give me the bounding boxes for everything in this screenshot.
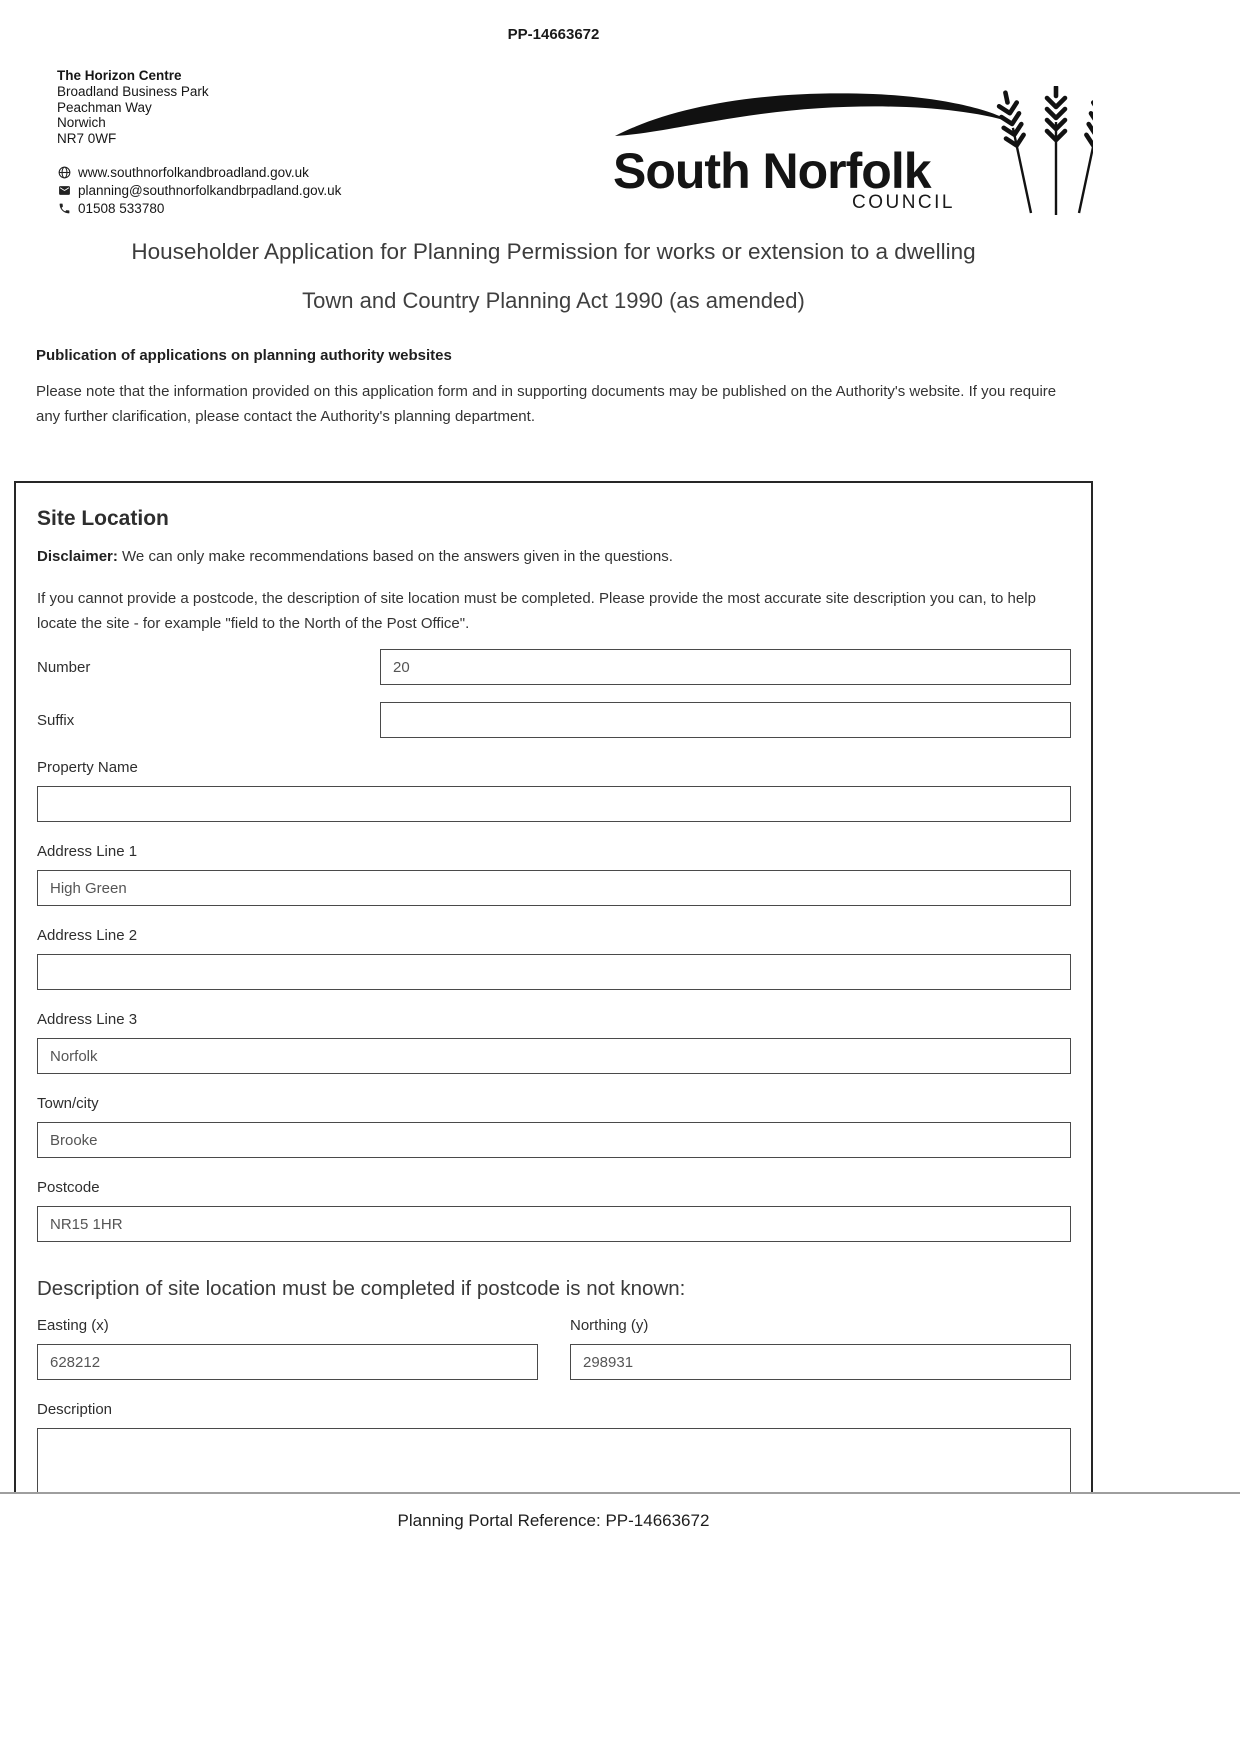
address-line-1-input[interactable] — [37, 870, 1071, 906]
description-textarea[interactable] — [37, 1428, 1071, 1492]
contact-details — [57, 165, 341, 217]
header — [14, 68, 1093, 218]
easting-label: Easting (x) — [37, 1317, 109, 1334]
address-line: The Horizon Centre — [57, 68, 182, 83]
email-row — [57, 183, 341, 199]
coordinates-row — [37, 1296, 1071, 1380]
property-name-input[interactable] — [37, 786, 1071, 822]
portal-reference-footer: Planning Portal Reference: PP-14663672 — [397, 1511, 710, 1530]
town-city-field — [37, 1094, 1071, 1158]
globe-icon — [57, 166, 71, 179]
town-city-input[interactable] — [37, 1122, 1071, 1158]
site-location-section — [14, 481, 1093, 1492]
address-line: Peachman Way — [57, 99, 152, 115]
website-row — [57, 165, 341, 181]
logo-name: South Norfolk — [613, 143, 931, 199]
postcode-instructions: If you cannot provide a postcode, the description of site location must be completed. Please provide the most accurate site description you can, to help locate the site - for example "field to the North of the Post Office". — [37, 590, 1036, 632]
postcode-field — [37, 1178, 1071, 1242]
address-line: Norwich — [57, 115, 106, 131]
postcode-label: Postcode — [37, 1179, 100, 1196]
publication-body: Please note that the information provided on this application form and in supporting documents may be published on the Authority's website. If you require any further clarification, please contact the Authority's planning department. — [36, 383, 1057, 425]
postcode-input[interactable] — [37, 1206, 1071, 1242]
address-line-3-label: Address Line 3 — [37, 1011, 138, 1028]
northing-input[interactable] — [570, 1344, 1071, 1380]
logo-sub: COUNCIL — [851, 192, 955, 213]
application-reference: PP-14663672 — [507, 26, 600, 43]
wheat-icon — [997, 87, 1093, 215]
address-line-3-input[interactable] — [37, 1038, 1071, 1074]
form-subtitle: Town and Country Planning Act 1990 (as amended) — [302, 288, 805, 313]
email-address: planning@southnorfolkandbrpadland.gov.uk — [78, 183, 342, 199]
website-url: www.southnorfolkandbroadland.gov.uk — [78, 165, 309, 181]
suffix-input[interactable] — [380, 702, 1071, 738]
address-line-1-field — [37, 842, 1071, 906]
address-line-2-field — [37, 926, 1071, 990]
suffix-label: Suffix — [37, 711, 75, 729]
form-title: Householder Application for Planning Permission for works or extension to a dwelling — [131, 239, 976, 264]
council-logo — [613, 86, 1093, 218]
property-name-label: Property Name — [37, 759, 138, 776]
disclaimer-text — [37, 547, 1071, 566]
logo-swoosh-icon — [615, 93, 1011, 136]
number-field-row — [37, 649, 1071, 685]
authority-address-block — [14, 68, 341, 217]
site-description-heading: Description of site location must be completed if postcode is not known: — [37, 1277, 686, 1300]
northing-label: Northing (y) — [570, 1317, 649, 1334]
northing-field — [570, 1316, 1071, 1380]
phone-row — [57, 201, 341, 217]
disclaimer-body: We can only make recommendations based on the answers given in the questions. — [117, 548, 673, 565]
address-line-2-input[interactable] — [37, 954, 1071, 990]
number-label: Number — [37, 658, 91, 676]
town-city-label: Town/city — [37, 1095, 99, 1112]
publication-heading: Publication of applications on planning authority websites — [36, 347, 452, 364]
description-label: Description — [37, 1401, 113, 1418]
address-line: Broadland Business Park — [57, 83, 209, 99]
easting-input[interactable] — [37, 1344, 538, 1380]
description-field — [37, 1400, 1071, 1492]
phone-number: 01508 533780 — [78, 201, 165, 217]
number-input[interactable] — [380, 649, 1071, 685]
address-line-3-field — [37, 1010, 1071, 1074]
property-name-field — [37, 758, 1071, 822]
address-line: NR7 0WF — [57, 131, 117, 147]
section-title: Site Location — [37, 507, 169, 530]
email-icon — [57, 184, 71, 197]
address-line-1-label: Address Line 1 — [37, 843, 138, 860]
page-divider — [0, 1492, 1240, 1494]
address-line-2-label: Address Line 2 — [37, 927, 138, 944]
disclaimer-label: Disclaimer: — [37, 548, 118, 565]
phone-icon — [57, 202, 71, 215]
suffix-field-row — [37, 702, 1071, 738]
easting-field — [37, 1316, 538, 1380]
